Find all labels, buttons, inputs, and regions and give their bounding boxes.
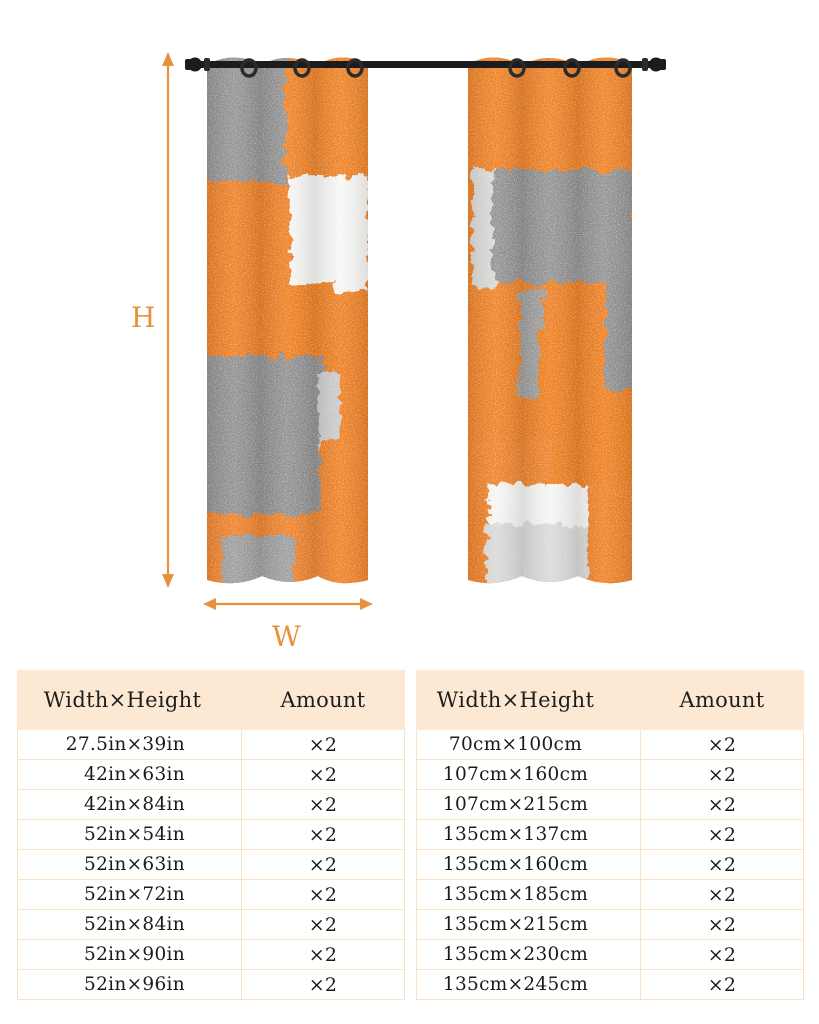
width-arrow — [203, 598, 373, 610]
table-row — [18, 730, 405, 760]
size-table-centimeters — [416, 670, 804, 1000]
size-cell: 107cm×160cm — [417, 760, 641, 790]
size-cell: 135cm×230cm — [417, 940, 641, 970]
size-cell: 107cm×215cm — [417, 790, 641, 820]
table-row — [18, 970, 405, 1000]
size-cell: 135cm×245cm — [417, 970, 641, 1000]
table-row — [18, 880, 405, 910]
amount-cell: ×2 — [641, 970, 804, 1000]
header-width-height: Width×Height — [417, 671, 641, 730]
amount-cell: ×2 — [242, 850, 405, 880]
header-width-height: Width×Height — [18, 671, 242, 730]
amount-cell: ×2 — [641, 940, 804, 970]
header-amount: Amount — [641, 671, 804, 730]
size-cell: 135cm×137cm — [417, 820, 641, 850]
amount-cell: ×2 — [641, 790, 804, 820]
amount-cell: ×2 — [242, 880, 405, 910]
amount-cell: ×2 — [242, 820, 405, 850]
size-cell: 52in×72in — [18, 880, 242, 910]
size-cell: 135cm×215cm — [417, 910, 641, 940]
size-cell: 70cm×100cm — [417, 730, 641, 760]
size-cell: 135cm×185cm — [417, 880, 641, 910]
amount-cell: ×2 — [242, 790, 405, 820]
amount-cell: ×2 — [641, 820, 804, 850]
size-cell: 52in×96in — [18, 970, 242, 1000]
table-row — [417, 790, 804, 820]
amount-cell: ×2 — [641, 730, 804, 760]
size-cell: 42in×84in — [18, 790, 242, 820]
size-table-inches — [17, 670, 405, 1000]
table-row — [18, 820, 405, 850]
amount-cell: ×2 — [242, 910, 405, 940]
size-cell: 52in×84in — [18, 910, 242, 940]
height-label: H — [131, 301, 156, 334]
amount-cell: ×2 — [242, 760, 405, 790]
table-row — [417, 940, 804, 970]
table-header-row — [18, 671, 405, 730]
table-row — [417, 880, 804, 910]
amount-cell: ×2 — [641, 910, 804, 940]
table-row — [417, 820, 804, 850]
table-row — [18, 850, 405, 880]
table-header-row — [417, 671, 804, 730]
amount-cell: ×2 — [641, 850, 804, 880]
size-cell: 52in×63in — [18, 850, 242, 880]
width-label: W — [272, 620, 301, 653]
header-amount: Amount — [242, 671, 405, 730]
size-cell: 27.5in×39in — [18, 730, 242, 760]
table-row — [417, 760, 804, 790]
table-row — [417, 970, 804, 1000]
size-cell: 42in×63in — [18, 760, 242, 790]
table-row — [18, 940, 405, 970]
amount-cell: ×2 — [242, 940, 405, 970]
table-row — [417, 730, 804, 760]
size-cell: 135cm×160cm — [417, 850, 641, 880]
table-row — [417, 850, 804, 880]
size-cell: 52in×54in — [18, 820, 242, 850]
left-curtain-panel — [200, 50, 375, 590]
right-curtain-panel — [460, 50, 640, 590]
table-row — [18, 790, 405, 820]
amount-cell: ×2 — [242, 970, 405, 1000]
table-row — [18, 760, 405, 790]
amount-cell: ×2 — [242, 730, 405, 760]
size-cell: 52in×90in — [18, 940, 242, 970]
table-row — [417, 910, 804, 940]
amount-cell: ×2 — [641, 880, 804, 910]
table-row — [18, 910, 405, 940]
amount-cell: ×2 — [641, 760, 804, 790]
height-arrow — [162, 52, 174, 588]
